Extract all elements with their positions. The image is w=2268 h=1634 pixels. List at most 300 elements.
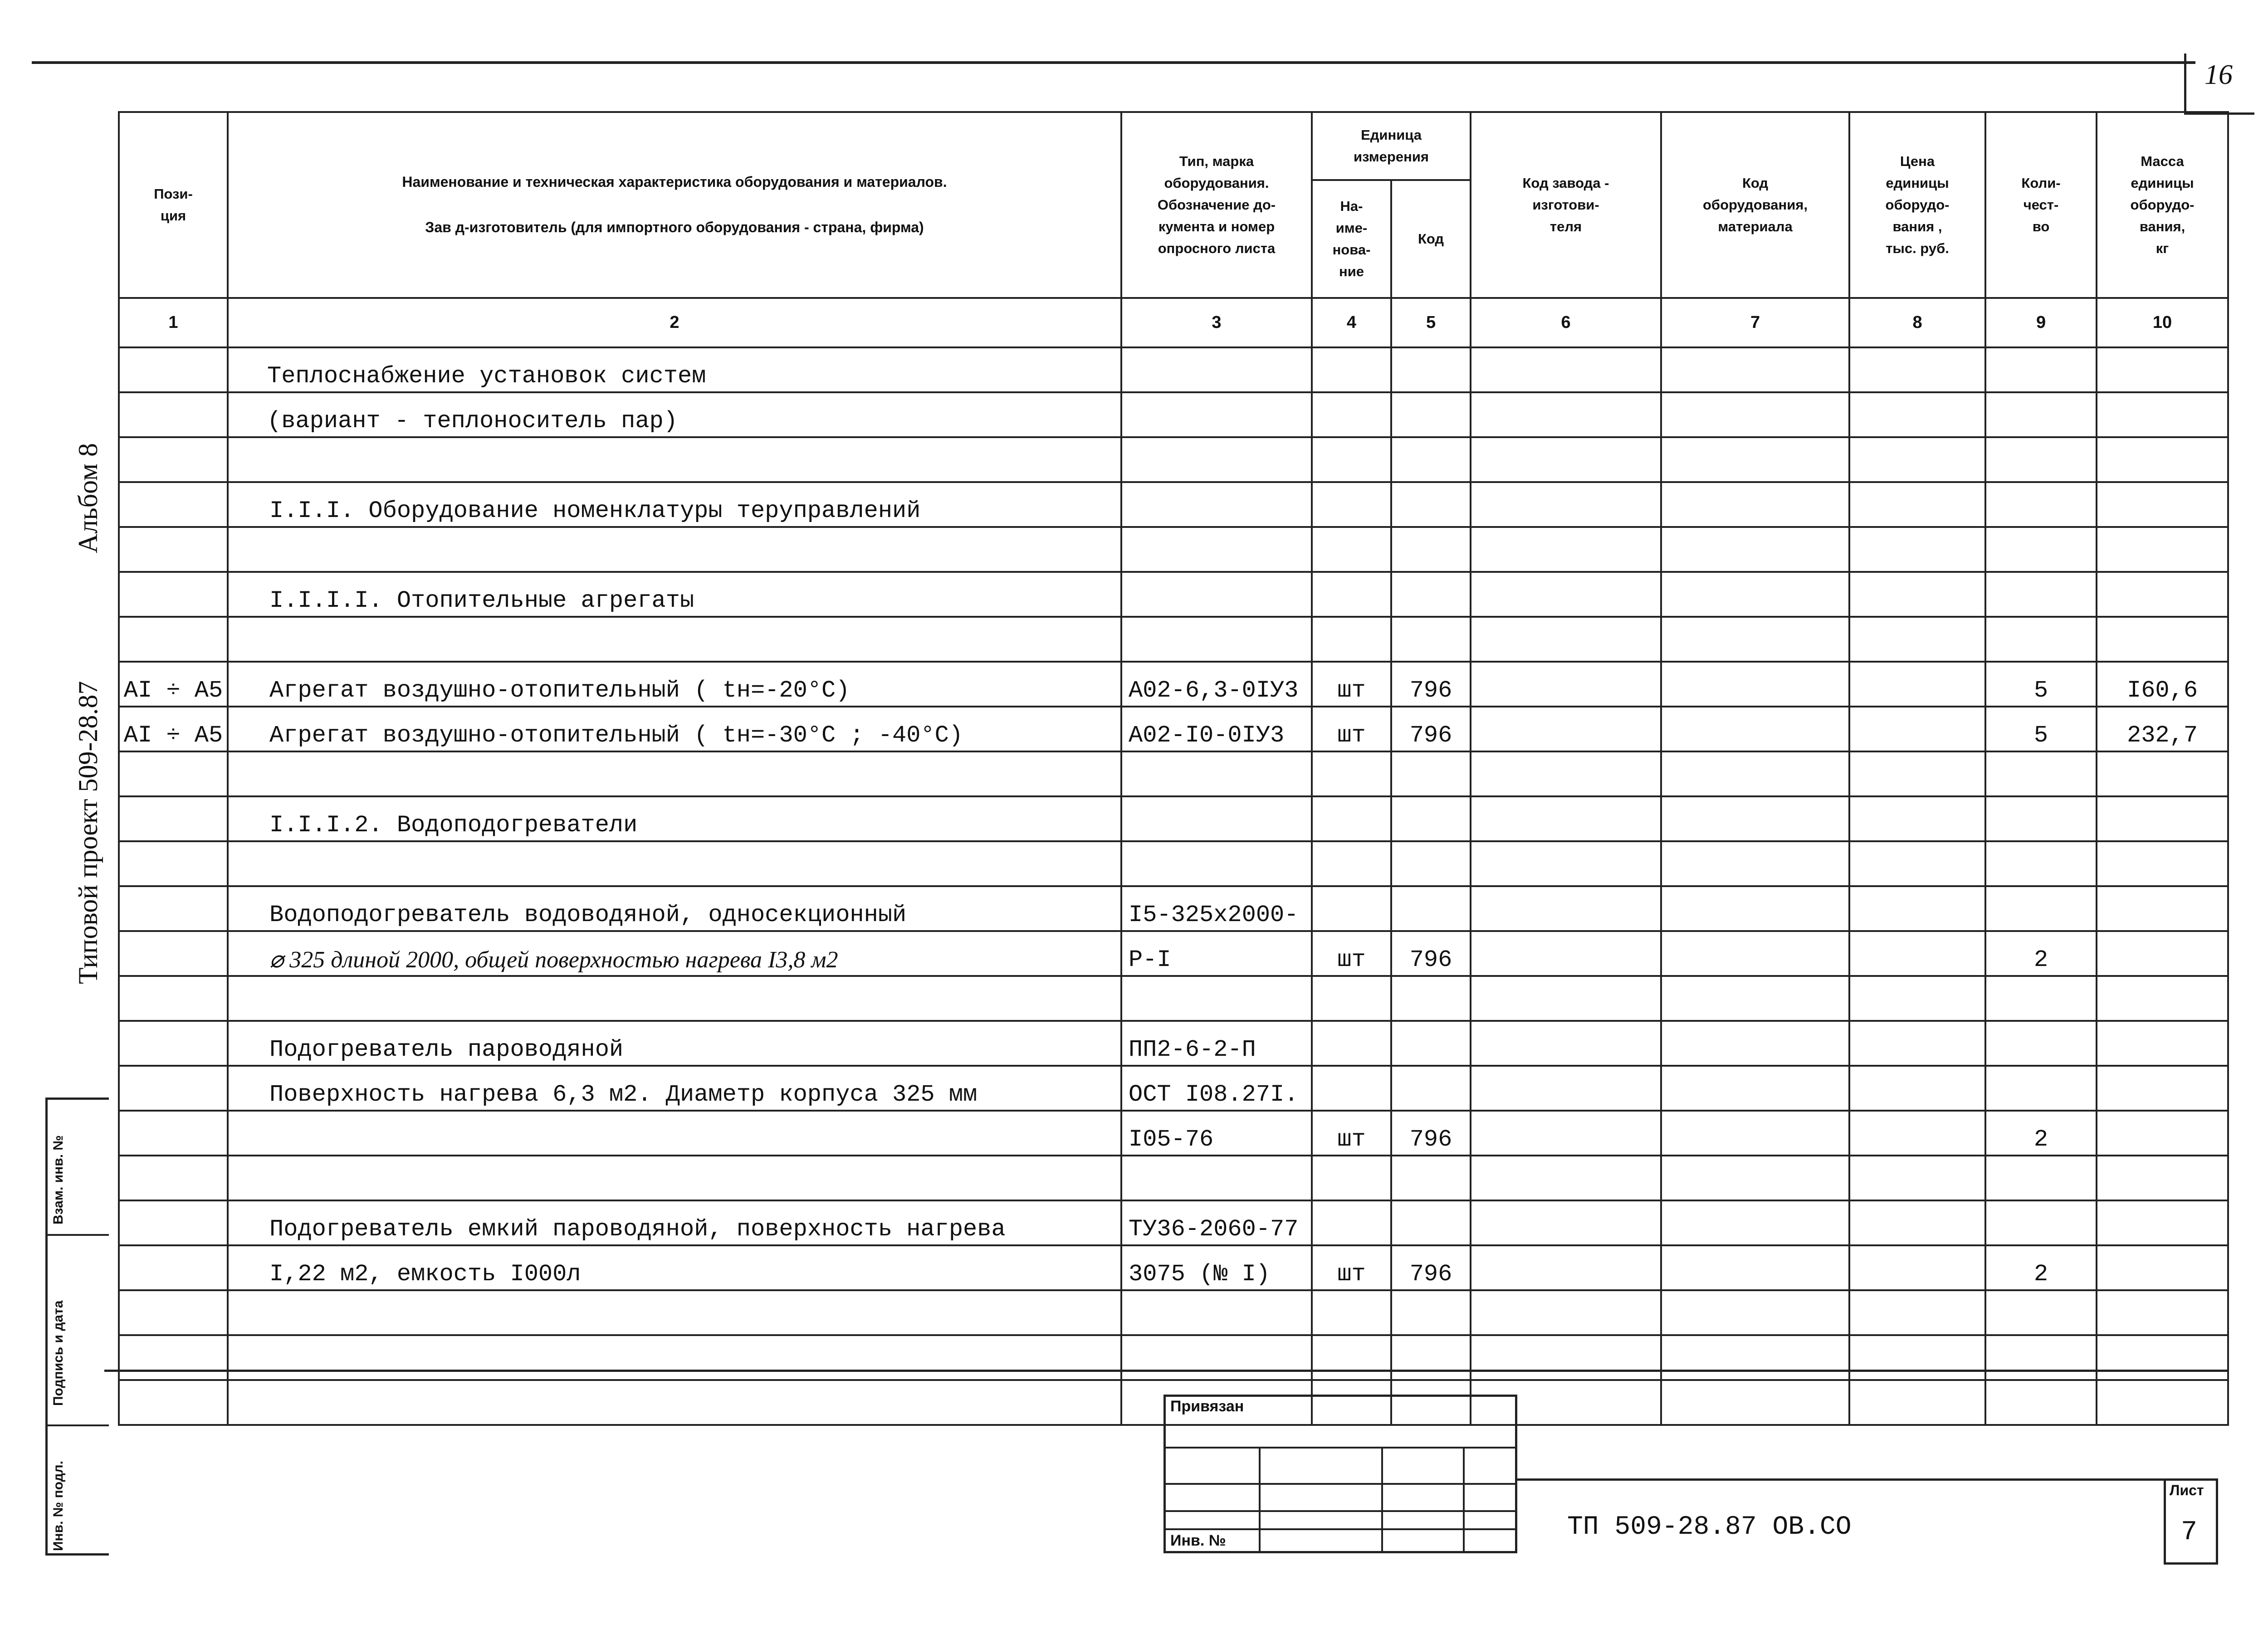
column-number: 7 (1661, 298, 1849, 347)
row-price (1849, 482, 1985, 527)
row-quantity (1985, 751, 2097, 796)
header-factory-code: Код завода - изготови- теля (1471, 112, 1661, 298)
row-factory-code (1471, 886, 1661, 931)
privyazan-divider (1381, 1447, 1383, 1553)
table-row (119, 796, 2228, 841)
row-name: I,22 м2, емкость I000л (228, 1245, 1121, 1290)
row-factory-code (1471, 707, 1661, 751)
row-name: Агрегат воздушно-отопительный ( tн=-20°C) (228, 662, 1121, 707)
row-factory-code (1471, 1066, 1661, 1111)
row-name: Агрегат воздушно-отопительный ( tн=-30°C ; -40°C) (228, 707, 1121, 751)
row-factory-code (1471, 1111, 1661, 1156)
row-equipment-code (1661, 1290, 1849, 1335)
row-quantity (1985, 527, 2097, 572)
row-type (1121, 482, 1312, 527)
row-price (1849, 841, 1985, 886)
row-name (228, 1335, 1121, 1380)
row-unit-code (1391, 796, 1471, 841)
row-position (119, 1066, 228, 1111)
row-unit-code (1391, 1156, 1471, 1200)
row-type (1121, 841, 1312, 886)
row-unit: шт (1312, 707, 1391, 751)
row-quantity (1985, 1156, 2097, 1200)
row-quantity (1985, 1066, 2097, 1111)
row-unit-code (1391, 617, 1471, 662)
row-type (1121, 1290, 1312, 1335)
row-position (119, 796, 228, 841)
row-quantity (1985, 482, 2097, 527)
row-factory-code (1471, 437, 1661, 482)
row-mass (2097, 1380, 2228, 1425)
table-row (119, 1290, 2228, 1335)
row-mass (2097, 617, 2228, 662)
row-position (119, 751, 228, 796)
column-number: 10 (2097, 298, 2228, 347)
row-equipment-code (1661, 1200, 1849, 1245)
row-equipment-code (1661, 1245, 1849, 1290)
row-unit-code (1391, 886, 1471, 931)
row-name (228, 437, 1121, 482)
row-unit (1312, 841, 1391, 886)
column-number: 6 (1471, 298, 1661, 347)
row-unit-code: 796 (1391, 662, 1471, 707)
table-row (119, 1066, 2228, 1111)
row-type: ТУ36-2060-77 (1121, 1200, 1312, 1245)
row-equipment-code (1661, 1156, 1849, 1200)
row-type: Р-I (1121, 931, 1312, 976)
row-type: I05-76 (1121, 1111, 1312, 1156)
row-name: Подогреватель емкий пароводяной, поверхность нагрева (228, 1200, 1121, 1245)
column-number: 9 (1985, 298, 2097, 347)
row-equipment-code (1661, 796, 1849, 841)
table-row (119, 437, 2228, 482)
stamp-inv-podl-label: Инв. № подл. (51, 1460, 66, 1551)
row-unit (1312, 976, 1391, 1021)
row-equipment-code (1661, 707, 1849, 751)
row-position (119, 482, 228, 527)
row-quantity (1985, 347, 2097, 392)
row-name (228, 841, 1121, 886)
row-quantity: 5 (1985, 662, 2097, 707)
row-equipment-code (1661, 976, 1849, 1021)
header-name (228, 112, 1121, 298)
page-number: 16 (2204, 59, 2233, 90)
row-equipment-code (1661, 1335, 1849, 1380)
row-unit-code (1391, 1021, 1471, 1066)
row-type (1121, 527, 1312, 572)
row-unit (1312, 796, 1391, 841)
row-factory-code (1471, 572, 1661, 617)
row-price (1849, 796, 1985, 841)
row-name (228, 751, 1121, 796)
row-unit (1312, 1066, 1391, 1111)
row-quantity (1985, 1290, 2097, 1335)
row-unit-code (1391, 482, 1471, 527)
row-mass (2097, 751, 2228, 796)
row-name (228, 617, 1121, 662)
table-row (119, 347, 2228, 392)
row-name: Подогреватель пароводяной (228, 1021, 1121, 1066)
row-type (1121, 1156, 1312, 1200)
header-quantity: Коли- чест- во (1985, 112, 2097, 298)
row-price (1849, 347, 1985, 392)
row-position (119, 1245, 228, 1290)
row-type (1121, 1335, 1312, 1380)
header-name-line1: Наименование и техническая характеристика оборудования и материалов. (402, 174, 947, 190)
row-name: (вариант - теплоноситель пар) (228, 392, 1121, 437)
row-position (119, 572, 228, 617)
row-type (1121, 572, 1312, 617)
row-name (228, 976, 1121, 1021)
table-row (119, 1335, 2228, 1380)
row-position (119, 1335, 228, 1380)
row-equipment-code (1661, 617, 1849, 662)
row-position (119, 1380, 228, 1425)
row-price (1849, 976, 1985, 1021)
row-price (1849, 1200, 1985, 1245)
column-number: 3 (1121, 298, 1312, 347)
row-price (1849, 617, 1985, 662)
column-number: 8 (1849, 298, 1985, 347)
inventory-label: Инв. № (1170, 1532, 1226, 1549)
row-position (119, 1156, 228, 1200)
table-row (119, 707, 2228, 751)
document-code: ТП 509-28.87 ОВ.СО (1567, 1512, 1852, 1542)
row-quantity (1985, 437, 2097, 482)
titleblock-top-rule (104, 1370, 2227, 1372)
row-price (1849, 1066, 1985, 1111)
side-project-label: Типовой проект 509-28.87 (73, 681, 103, 984)
row-unit (1312, 572, 1391, 617)
row-price (1849, 437, 1985, 482)
row-name: Водоподогреватель водоводяной, односекционный (228, 886, 1121, 931)
row-type (1121, 437, 1312, 482)
row-unit (1312, 1290, 1391, 1335)
row-type (1121, 347, 1312, 392)
row-position (119, 841, 228, 886)
table-row (119, 1156, 2228, 1200)
table-row (119, 617, 2228, 662)
row-unit: шт (1312, 662, 1391, 707)
table-row (119, 931, 2228, 976)
table-row (119, 392, 2228, 437)
row-mass (2097, 1066, 2228, 1111)
row-equipment-code (1661, 1111, 1849, 1156)
table-row (119, 1200, 2228, 1245)
privyazan-divider (1463, 1447, 1465, 1553)
row-price (1849, 1380, 1985, 1425)
row-mass (2097, 392, 2228, 437)
row-price (1849, 1111, 1985, 1156)
privyazan-divider (1259, 1447, 1261, 1553)
row-mass (2097, 347, 2228, 392)
row-mass: 232,7 (2097, 707, 2228, 751)
row-factory-code (1471, 931, 1661, 976)
row-quantity (1985, 1021, 2097, 1066)
row-quantity (1985, 617, 2097, 662)
row-mass (2097, 437, 2228, 482)
specification-table (118, 111, 2229, 1426)
row-unit-code (1391, 527, 1471, 572)
row-unit (1312, 437, 1391, 482)
row-name: I.I.I.I. Отопительные агрегаты (228, 572, 1121, 617)
row-price (1849, 1021, 1985, 1066)
table-row (119, 662, 2228, 707)
row-factory-code (1471, 482, 1661, 527)
row-mass (2097, 841, 2228, 886)
row-type: ОСТ I08.27I. (1121, 1066, 1312, 1111)
row-unit-code (1391, 1290, 1471, 1335)
row-type: I5-325x2000- (1121, 886, 1312, 931)
row-quantity: 2 (1985, 1245, 2097, 1290)
top-rule (32, 61, 2195, 64)
row-quantity (1985, 1335, 2097, 1380)
row-price (1849, 1335, 1985, 1380)
row-equipment-code (1661, 392, 1849, 437)
table-row (119, 841, 2228, 886)
row-mass (2097, 1335, 2228, 1380)
row-price (1849, 1156, 1985, 1200)
table-row (119, 1021, 2228, 1066)
row-unit-code (1391, 751, 1471, 796)
row-position (119, 886, 228, 931)
row-factory-code (1471, 1021, 1661, 1066)
row-factory-code (1471, 1156, 1661, 1200)
row-equipment-code (1661, 751, 1849, 796)
table-row (119, 886, 2228, 931)
row-price (1849, 751, 1985, 796)
row-factory-code (1471, 1200, 1661, 1245)
row-unit (1312, 1021, 1391, 1066)
row-factory-code (1471, 347, 1661, 392)
row-price (1849, 1290, 1985, 1335)
column-number: 5 (1391, 298, 1471, 347)
row-mass (2097, 976, 2228, 1021)
row-unit-code (1391, 347, 1471, 392)
row-factory-code (1471, 1245, 1661, 1290)
row-name: I.I.I. Оборудование номенклатуры теруправлений (228, 482, 1121, 527)
header-mass: Масса единицы оборудо- вания, кг (2097, 112, 2228, 298)
row-quantity (1985, 1380, 2097, 1425)
row-factory-code (1471, 392, 1661, 437)
titleblock-rule (1517, 1478, 2166, 1481)
row-unit (1312, 1156, 1391, 1200)
row-quantity: 2 (1985, 931, 2097, 976)
row-mass (2097, 1245, 2228, 1290)
row-mass (2097, 1021, 2228, 1066)
row-position (119, 437, 228, 482)
row-position (119, 392, 228, 437)
header-name-line2: Зав д-изготовитель (для импортного оборудования - страна, фирма) (425, 219, 924, 235)
row-factory-code (1471, 1335, 1661, 1380)
row-mass (2097, 796, 2228, 841)
row-factory-code (1471, 617, 1661, 662)
row-unit: шт (1312, 1245, 1391, 1290)
row-type: A02-6,3-0IУ3 (1121, 662, 1312, 707)
row-position (119, 347, 228, 392)
row-unit-code: 796 (1391, 707, 1471, 751)
sheet-label: Лист (2170, 1482, 2204, 1498)
row-equipment-code (1661, 886, 1849, 931)
row-unit (1312, 617, 1391, 662)
header-position: Пози- ция (119, 112, 228, 298)
table-row (119, 751, 2228, 796)
stamp-vzam-label: Взам. инв. № (51, 1135, 66, 1224)
header-unit-group: Единица измерения (1312, 112, 1471, 180)
row-unit-code (1391, 976, 1471, 1021)
row-factory-code (1471, 662, 1661, 707)
row-price (1849, 527, 1985, 572)
row-equipment-code (1661, 482, 1849, 527)
row-price (1849, 1245, 1985, 1290)
row-mass (2097, 1200, 2228, 1245)
table-row (119, 1245, 2228, 1290)
row-unit (1312, 527, 1391, 572)
row-unit (1312, 1335, 1391, 1380)
side-album-label: Альбом 8 (73, 443, 103, 553)
row-mass (2097, 931, 2228, 976)
row-factory-code (1471, 1290, 1661, 1335)
row-position (119, 1111, 228, 1156)
row-mass: I60,6 (2097, 662, 2228, 707)
row-price (1849, 572, 1985, 617)
privyazan-label: Привязан (1170, 1398, 1244, 1415)
row-name: Поверхность нагрева 6,3 м2. Диаметр корпуса 325 мм (228, 1066, 1121, 1111)
row-price (1849, 707, 1985, 751)
column-numbers-row (119, 298, 2228, 347)
row-type: ПП2-6-2-П (1121, 1021, 1312, 1066)
row-unit-code (1391, 437, 1471, 482)
header-price: Цена единицы оборудо- вания , тыс. руб. (1849, 112, 1985, 298)
column-number: 2 (228, 298, 1121, 347)
row-quantity (1985, 886, 2097, 931)
row-name: I.I.I.2. Водоподогреватели (228, 796, 1121, 841)
stamp-podpis-label: Подпись и дата (51, 1300, 66, 1406)
table-row (119, 1111, 2228, 1156)
row-unit (1312, 1200, 1391, 1245)
row-unit (1312, 886, 1391, 931)
row-unit-code (1391, 1066, 1471, 1111)
row-unit-code (1391, 572, 1471, 617)
row-quantity (1985, 976, 2097, 1021)
row-mass (2097, 886, 2228, 931)
row-price (1849, 392, 1985, 437)
row-type (1121, 392, 1312, 437)
row-quantity (1985, 392, 2097, 437)
header-type: Тип, марка оборудования. Обозначение до- кумента и номер опросного листа (1121, 112, 1312, 298)
row-unit-code: 796 (1391, 1111, 1471, 1156)
row-unit-code: 796 (1391, 931, 1471, 976)
row-equipment-code (1661, 572, 1849, 617)
row-unit-code (1391, 1335, 1471, 1380)
row-quantity (1985, 796, 2097, 841)
row-mass (2097, 1111, 2228, 1156)
row-unit (1312, 347, 1391, 392)
row-factory-code (1471, 751, 1661, 796)
column-number: 4 (1312, 298, 1391, 347)
row-type: A02-I0-0IУ3 (1121, 707, 1312, 751)
row-factory-code (1471, 527, 1661, 572)
table-row (119, 482, 2228, 527)
row-unit-code (1391, 1200, 1471, 1245)
row-quantity: 5 (1985, 707, 2097, 751)
table-row (119, 572, 2228, 617)
row-type (1121, 751, 1312, 796)
row-type (1121, 617, 1312, 662)
row-position (119, 976, 228, 1021)
row-position (119, 1021, 228, 1066)
row-name (228, 527, 1121, 572)
row-equipment-code (1661, 1380, 1849, 1425)
row-position (119, 1200, 228, 1245)
row-position (119, 527, 228, 572)
row-equipment-code (1661, 1021, 1849, 1066)
row-equipment-code (1661, 662, 1849, 707)
row-quantity (1985, 841, 2097, 886)
row-mass (2097, 482, 2228, 527)
header-unit-code: Код (1391, 180, 1471, 298)
row-type (1121, 976, 1312, 1021)
row-name: Теплоснабжение установок систем (228, 347, 1121, 392)
row-name: ⌀ 325 длиной 2000, общей поверхностью нагрева I3,8 м2 (228, 931, 1121, 976)
row-quantity: 2 (1985, 1111, 2097, 1156)
row-type (1121, 796, 1312, 841)
row-name (228, 1380, 1121, 1425)
row-mass (2097, 572, 2228, 617)
row-unit-code (1391, 392, 1471, 437)
sheet-number: 7 (2181, 1517, 2198, 1548)
row-unit (1312, 751, 1391, 796)
row-type: 3075 (№ I) (1121, 1245, 1312, 1290)
row-mass (2097, 1156, 2228, 1200)
row-unit-code: 796 (1391, 1245, 1471, 1290)
row-equipment-code (1661, 931, 1849, 976)
row-equipment-code (1661, 437, 1849, 482)
row-mass (2097, 1290, 2228, 1335)
row-name (228, 1156, 1121, 1200)
row-equipment-code (1661, 1066, 1849, 1111)
row-position: AI ÷ A5 (119, 707, 228, 751)
row-name (228, 1111, 1121, 1156)
row-price (1849, 886, 1985, 931)
row-equipment-code (1661, 527, 1849, 572)
row-unit (1312, 392, 1391, 437)
row-position (119, 1290, 228, 1335)
row-position (119, 931, 228, 976)
header-unit-name: На- име- нова- ние (1312, 180, 1391, 298)
row-quantity (1985, 1200, 2097, 1245)
row-unit: шт (1312, 1111, 1391, 1156)
row-factory-code (1471, 976, 1661, 1021)
row-equipment-code (1661, 347, 1849, 392)
row-mass (2097, 527, 2228, 572)
row-name (228, 1290, 1121, 1335)
row-price (1849, 931, 1985, 976)
row-unit (1312, 482, 1391, 527)
column-number: 1 (119, 298, 228, 347)
row-factory-code (1471, 841, 1661, 886)
table-row (119, 976, 2228, 1021)
row-price (1849, 662, 1985, 707)
row-quantity (1985, 572, 2097, 617)
table-row (119, 527, 2228, 572)
row-equipment-code (1661, 841, 1849, 886)
row-position (119, 617, 228, 662)
row-unit-code (1391, 841, 1471, 886)
row-position: AI ÷ A5 (119, 662, 228, 707)
row-unit: шт (1312, 931, 1391, 976)
row-factory-code (1471, 796, 1661, 841)
